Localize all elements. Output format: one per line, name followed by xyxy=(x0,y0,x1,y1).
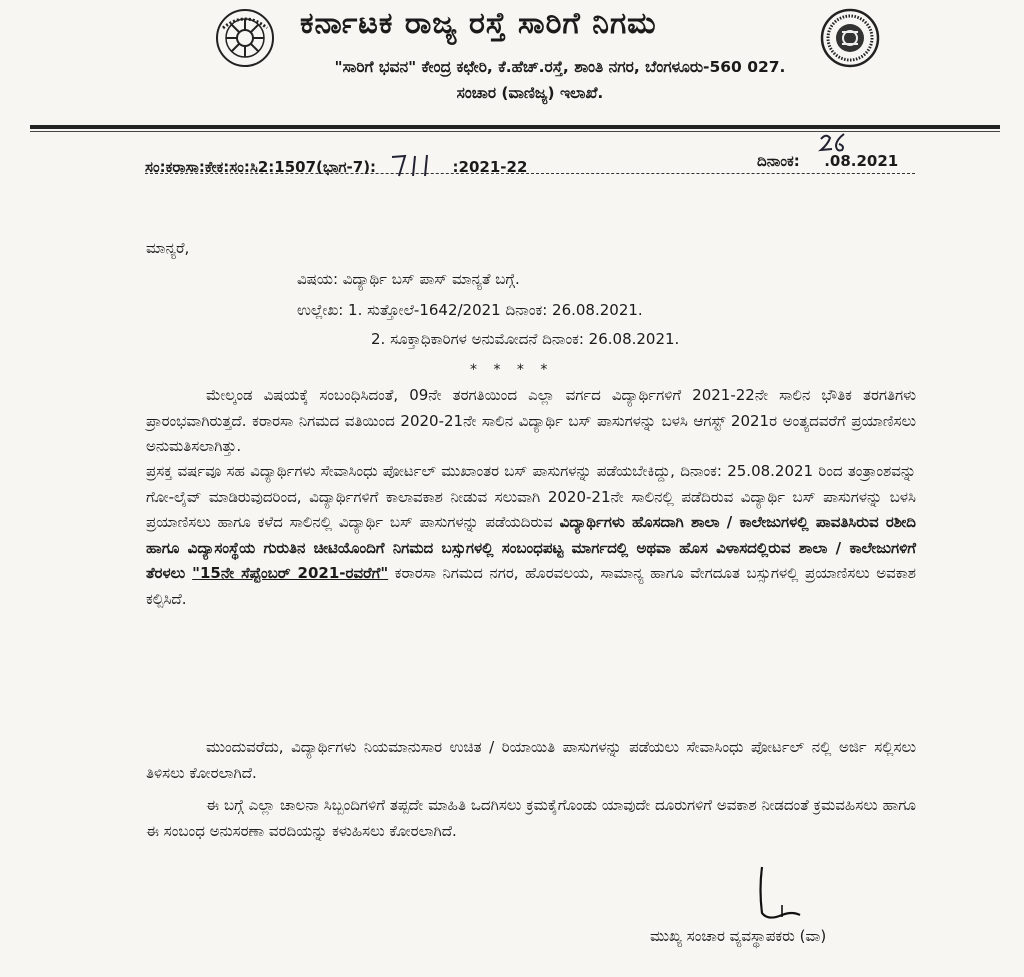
paragraph-1 xyxy=(146,383,916,460)
section-separator: * * * * xyxy=(470,362,554,378)
reference-year: :2021-22 xyxy=(452,158,528,176)
organization-address: "ಸಾರಿಗೆ ಭವನ" ಕೇಂದ್ರ ಕಛೇರಿ, ಕೆ.ಹೆಚ್.ರಸ್ತೆ, ಶಾಂತಿ ನಗರ, ಬೆಂಗಳೂರು-560 027. xyxy=(334,58,786,76)
date-month-year: .08.2021 xyxy=(824,152,899,170)
organization-title: ಕರ್ನಾಟಕ ರಾಜ್ಯ ರಸ್ತೆ ಸಾರಿಗೆ ನಿಗಮ xyxy=(300,6,657,41)
paragraph-2 xyxy=(146,459,916,613)
paragraph-2-text: ಪ್ರಸಕ್ತ ವರ್ಷವೂ ಸಹ ವಿದ್ಯಾರ್ಥಿಗಳು ಸೇವಾಸಿಂಧು ಪೋರ್ಟಲ್ ಮುಖಾಂತರ ಬಸ್ ಪಾಸುಗಳನ್ನು ಪಡೆಯಬೇಕಿದ್ದು, ದಿನಾಂಕ: 25.08.2021 ರಿಂದ ತಂತ್ರಾಂಶವನ್ನು ಗೋ-ಲೈವ್ ಮಾಡಿರುವುದರಿಂದ, ವಿದ್ಯಾರ್ಥಿಗಳಿಗೆ ಕಾಲಾವಕಾಶ ನೀಡುವ ಸಲುವಾಗಿ 2020-21ನೇ ಸಾಲಿನಲ್ಲಿ ಪಡೆದಿರುವ ವಿದ್ಯಾರ್ಥಿ ಬಸ್ ಪಾಸುಗಳನ್ನು ಬಳಸಿ ಪ್ರಯಾಣಿಸಲು ಹಾಗೂ ಕಳೆದ ಸಾಲಿನಲ್ಲಿ ವಿದ್ಯಾರ್ಥಿ ಬಸ್ ಪಾಸುಗಳನ್ನು ಪಡೆಯದಿರುವ xyxy=(146,462,916,532)
paragraph-2-closing: ಕರಾರಸಾ ನಿಗಮದ ನಗರ, ಹೊರವಲಯ, ಸಾಮಾನ್ಯ ಹಾಗೂ ವೇಗದೂತ ಬಸ್ಸುಗಳಲ್ಲಿ ಪ್ರಯಾಣಿಸಲು ಅವಕಾಶ ಕಲ್ಪಿಸಿದೆ. xyxy=(146,564,917,608)
salutation: ಮಾನ್ಯರೆ, xyxy=(146,239,190,257)
reference-underline xyxy=(145,173,915,174)
paragraph-1-text: ಮೇಲ್ಕಂಡ ವಿಷಯಕ್ಕೆ ಸಂಬಂಧಿಸಿದಂತೆ, 09ನೇ ತರಗತಿಯಿಂದ ಎಲ್ಲಾ ವರ್ಗದ ವಿದ್ಯಾರ್ಥಿಗಳಿಗೆ 2021-22ನೇ ಸಾಲಿನ ಭೌತಿಕ ತರಗತಿಗಳು ಪ್ರಾರಂಭವಾಗಿರುತ್ತದೆ. ಕರಾರಸಾ ನಿಗಮದ ವತಿಯಿಂದ 2020-21ನೇ ಸಾಲಿನ ವಿದ್ಯಾರ್ಥಿ ಬಸ್ ಪಾಸುಗಳನ್ನು ಬಳಸಿ ಆಗಸ್ಟ್ 2021ರ ಅಂತ್ಯದವರೆಗೆ ಪ್ರಯಾಣಿಸಲು ಅನುಮತಿಸಲಾಗಿತ್ತು. xyxy=(146,386,916,456)
handwritten-reference-number xyxy=(389,152,439,178)
letter-date xyxy=(757,152,898,170)
deadline-highlight: "15ನೇ ಸೆಪ್ಟೆಂಬರ್ 2021-ರವರೆಗೆ" xyxy=(192,564,389,583)
handwritten-date-day xyxy=(818,132,848,154)
paragraph-4 xyxy=(146,793,916,844)
reference-item-1: ಉಲ್ಲೇಖ: 1. ಸುತ್ತೋಲೆ-1642/2021 ದಿನಾಂಕ: 26.08.2021. xyxy=(297,301,643,319)
reference-number: ಸಂ:ಕರಾಸಾ:ಕೇಕ:ಸಂ:ಸಿ2:1507(ಭಾಗ-7): xyxy=(145,158,377,176)
reference-item-2: 2. ಸೂಕ್ತಾಧಿಕಾರಿಗಳ ಅನುಮೋದನೆ ದಿನಾಂಕ: 26.08.2021. xyxy=(371,330,680,348)
paragraph-3 xyxy=(146,735,916,786)
header-divider-thick xyxy=(30,125,1000,129)
signatory-designation: ಮುಖ್ಯ ಸಂಚಾರ ವ್ಯವಸ್ಥಾಪಕರು (ವಾ) xyxy=(650,927,827,945)
handwritten-signature-icon xyxy=(752,865,804,923)
subject-line: ವಿಷಯ: ವಿದ್ಯಾರ್ಥಿ ಬಸ್ ಪಾಸ್ ಮಾನ್ಯತೆ ಬಗ್ಗೆ. xyxy=(297,270,520,288)
header-divider-thin xyxy=(30,131,1000,132)
paragraph-4-text: ಈ ಬಗ್ಗೆ ಎಲ್ಲಾ ಚಾಲನಾ ಸಿಬ್ಬಂದಿಗಳಿಗೆ ತಪ್ಪದೇ ಮಾಹಿತಿ ಒದಗಿಸಲು ಕ್ರಮಕೈಗೊಂಡು ಯಾವುದೇ ದೂರುಗಳಿಗೆ ಅವಕಾಶ ನೀಡದಂತೆ ಕ್ರಮವಹಿಸಲು ಹಾಗೂ ಈ ಸಂಬಂಧ ಅನುಸರಣಾ ವರದಿಯನ್ನು ಕಳುಹಿಸಲು ಕೋರಲಾಗಿದೆ. xyxy=(146,796,916,840)
date-label: ದಿನಾಂಕ: xyxy=(757,152,800,170)
department-name: ಸಂಚಾರ (ವಾಣಿಜ್ಯ) ಇಲಾಖೆ. xyxy=(456,84,604,102)
paragraph-2-bold-text: ವಿದ್ಯಾರ್ಥಿಗಳು ಹೊಸದಾಗಿ ಶಾಲಾ / ಕಾಲೇಜುಗಳಲ್ಲಿ ಪಾವತಿಸಿರುವ ರಶೀದಿ ಹಾಗೂ ವಿದ್ಯಾಸಂಸ್ಥೆಯ ಗುರುತಿನ ಚೀಟಿಯೊಂದಿಗೆ ನಿಗಮದ ಬಸ್ಸುಗಳಲ್ಲಿ ಸಂಬಂಧಪಟ್ಟ ಮಾರ್ಗದಲ್ಲಿ ಅಥವಾ ಹೊಸ ವಿಳಾಸದಲ್ಲಿರುವ ಶಾಲಾ / ಕಾಲೇಜುಗಳಿಗೆ ತೆರಳಲು xyxy=(146,513,916,583)
paragraph-3-text: ಮುಂದುವರೆದು, ವಿದ್ಯಾರ್ಥಿಗಳು ನಿಯಮಾನುಸಾರ ಉಚಿತ / ರಿಯಾಯಿತಿ ಪಾಸುಗಳನ್ನು ಪಡೆಯಲು ಸೇವಾಸಿಂಧು ಪೋರ್ಟಲ್ ನಲ್ಲಿ ಅರ್ಜಿ ಸಲ್ಲಿಸಲು ತಿಳಿಸಲು ಕೋರಲಾಗಿದೆ. xyxy=(146,738,916,782)
